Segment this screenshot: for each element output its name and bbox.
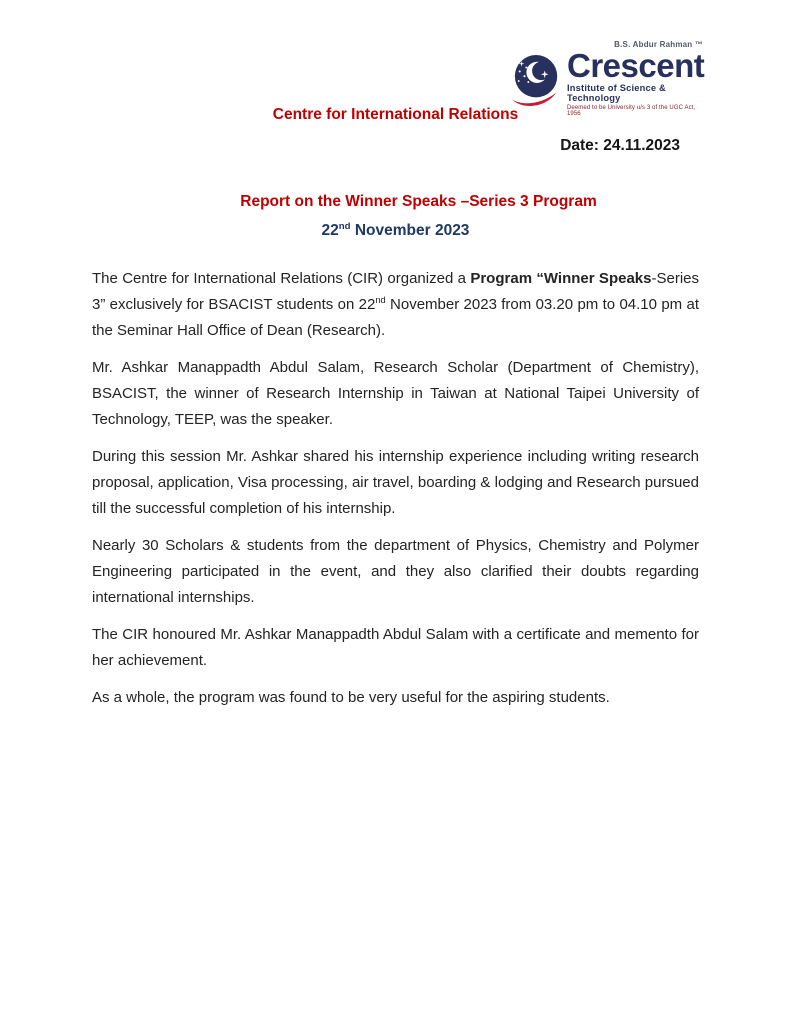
- logo-institution-name: Crescent: [567, 47, 705, 84]
- report-date: Date: 24.11.2023: [560, 137, 680, 154]
- report-title: Report on the Winner Speaks –Series 3 Program: [240, 193, 597, 210]
- report-paragraph-1: The Centre for International Relations (CIR) organized a Program “Winner Speaks-Series 3” exclusively for BSACIST students on 22nd November 2023 from 03.20 pm to 04.10 pm at the Seminar Hall Office of Dean (Research).: [92, 270, 699, 339]
- logo-institution-subtitle: Institute of Science & Technology: [567, 83, 666, 103]
- event-date-subtitle: 22nd November 2023: [321, 220, 470, 239]
- report-paragraph-2: Mr. Ashkar Manappadth Abdul Salam, Research Scholar (Department of Chemistry), BSACIST, the winner of Research Internship in Taiwan at National Taipei University of Technology, TEEP, was the speaker.: [92, 359, 699, 428]
- report-paragraph-5: The CIR honoured Mr. Ashkar Manappadth Abdul Salam with a certificate and memento for her achievement.: [92, 626, 699, 669]
- report-paragraph-3: During this session Mr. Ashkar shared his internship experience including writing research proposal, application, Visa processing, air travel, boarding & lodging and Research pursued till the successful completion of his internship.: [92, 448, 699, 517]
- department-heading: Centre for International Relations: [272, 106, 519, 123]
- report-body: [92, 266, 699, 722]
- report-paragraph-4: Nearly 30 Scholars & students from the department of Physics, Chemistry and Polymer Engineering participated in the event, and they also clarified their doubts regarding international internships.: [92, 537, 699, 606]
- logo-trademark-text: B.S. Abdur Rahman ™: [614, 40, 703, 49]
- logo-deemed-university-tagline: Deemed to be University u/s 3 of the UGC Act, 1956: [567, 105, 696, 117]
- report-paragraph-6: As a whole, the program was found to be very useful for the aspiring students.: [92, 689, 610, 706]
